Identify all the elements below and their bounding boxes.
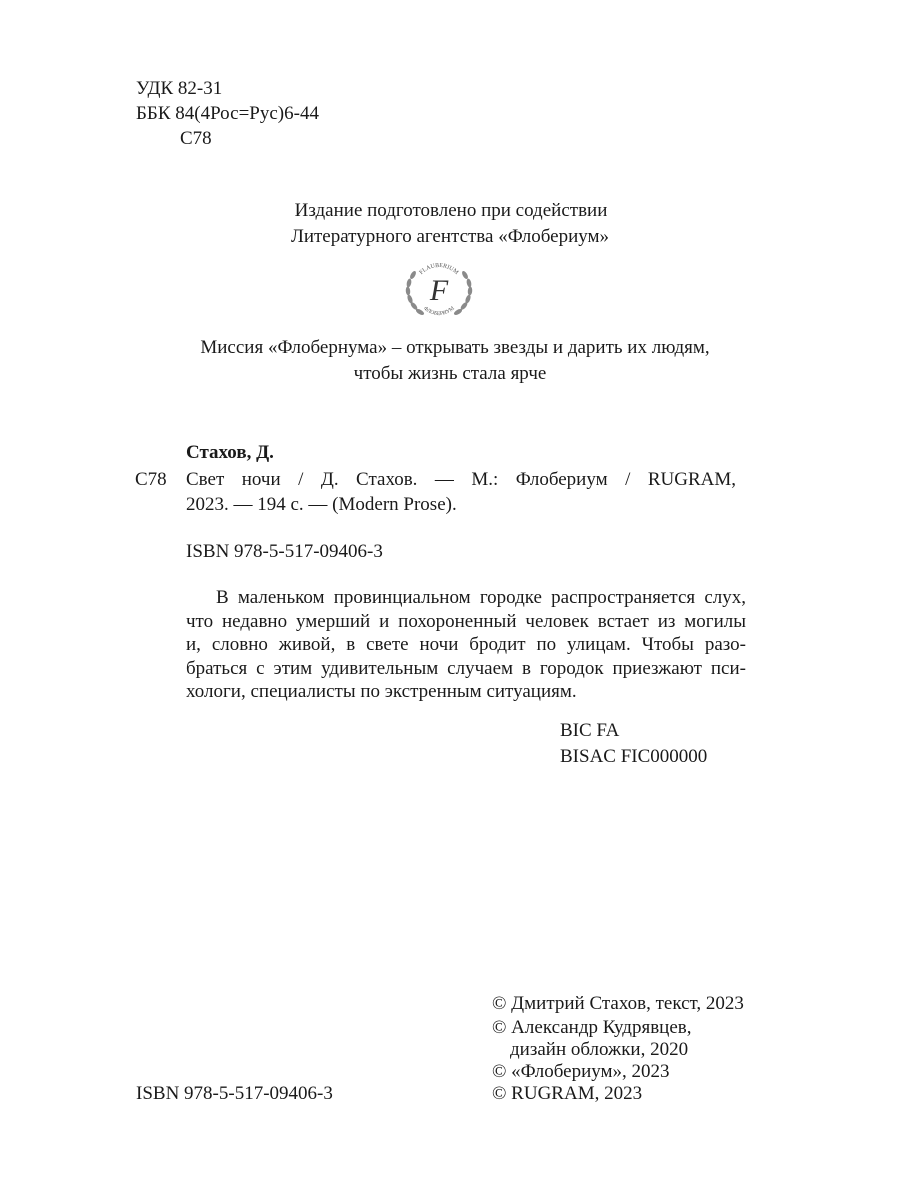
annotation-line: В маленьком провинциальном городке распространяется слух, (216, 587, 746, 608)
copyright-line: © Александр Кудрявцев, (492, 1017, 692, 1038)
bibliographic-line-1: Свет ночи / Д. Стахов. — М.: Флобериум / RUGRAM, (186, 469, 736, 490)
copyright-line: © RUGRAM, 2023 (492, 1083, 643, 1104)
annotation (186, 586, 746, 704)
bibliographic-isbn: ISBN 978-5-517-09406-3 (186, 541, 383, 562)
wreath-seal-icon (401, 253, 477, 329)
author-heading: Стахов, Д. (186, 442, 274, 463)
logo-text-bottom: ФЛОБЕРИУМ (422, 305, 456, 318)
flauberium-logo (401, 253, 477, 329)
agency-credit-line-2: Литературного агентства «Флобериум» (290, 225, 610, 247)
bic-code: BIC FA (560, 720, 620, 741)
annotation-line: браться с этим удивительным случаем в городок приезжают пси- (186, 657, 746, 679)
udk-code: УДК 82-31 (136, 78, 223, 99)
annotation-line: и, словно живой, в свете ночи бродит по улицам. Чтобы разо- (186, 634, 746, 655)
bibliographic-sign-code: С78 (135, 469, 167, 490)
mission-statement (0, 337, 900, 386)
annotation-line: что недавно умерший и похороненный человек встает из могилы (186, 610, 746, 632)
copyright-line: © Дмитрий Стахов, текст, 2023 (492, 993, 744, 1014)
mission-line-2: чтобы жизнь стала ярче (353, 362, 547, 384)
copyright-line: © «Флобериум», 2023 (492, 1061, 670, 1082)
agency-credit-line-1: Издание подготовлено при содействии (294, 200, 608, 221)
logo-text-top: FLAUBERIUM (418, 262, 460, 277)
bisac-code: BISAC FIC000000 (560, 746, 708, 767)
mission-line-1: Миссия «Флобернума» – открывать звезды и дарить их людям, (200, 337, 710, 358)
logo-letter: F (429, 274, 449, 307)
author-sign-code: С78 (180, 128, 212, 149)
bbk-code: ББК 84(4Рос=Рус)6-44 (136, 103, 319, 124)
annotation-line: хологи, специалисты по экстренным ситуациям. (186, 681, 577, 702)
footer-isbn: ISBN 978-5-517-09406-3 (136, 1083, 333, 1104)
copyright-line: дизайн обложки, 2020 (510, 1039, 689, 1060)
bibliographic-line-2: 2023. — 194 с. — (Modern Prose). (186, 494, 457, 515)
agency-credit (0, 200, 900, 249)
